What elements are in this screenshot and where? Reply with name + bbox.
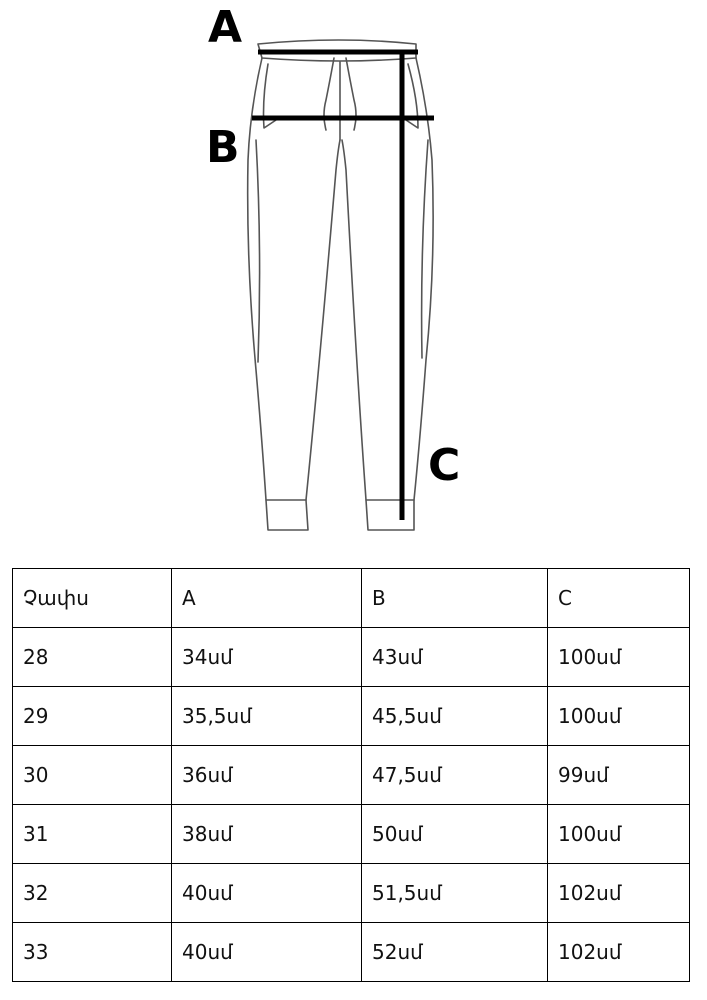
table-cell: 50սմ <box>362 805 548 864</box>
table-cell: 30 <box>13 746 172 805</box>
table-cell: 40սմ <box>172 864 362 923</box>
table-cell: 35,5սմ <box>172 687 362 746</box>
table-cell: 100սմ <box>548 687 690 746</box>
table-cell: 33 <box>13 923 172 982</box>
table-row <box>13 923 690 982</box>
table-cell: 100սմ <box>548 805 690 864</box>
table-cell: 32 <box>13 864 172 923</box>
table-header-row <box>13 569 690 628</box>
table-row <box>13 687 690 746</box>
table-cell: 100սմ <box>548 628 690 687</box>
table-cell: 52սմ <box>362 923 548 982</box>
table-cell: 45,5սմ <box>362 687 548 746</box>
table-row <box>13 805 690 864</box>
measure-label-c: C <box>428 440 461 491</box>
table-cell: 31 <box>13 805 172 864</box>
table-cell: 28 <box>13 628 172 687</box>
table-cell: 102սմ <box>548 923 690 982</box>
header-cell-b: B <box>362 569 548 628</box>
header-cell-size: Չափս <box>13 569 172 628</box>
table-cell: 36սմ <box>172 746 362 805</box>
measure-label-a: A <box>208 2 243 53</box>
table-cell: 38սմ <box>172 805 362 864</box>
size-chart-table <box>12 568 690 982</box>
table-cell: 51,5սմ <box>362 864 548 923</box>
table-row <box>13 746 690 805</box>
table-row <box>13 864 690 923</box>
table-cell: 40սմ <box>172 923 362 982</box>
table-cell: 47,5սմ <box>362 746 548 805</box>
measure-label-b: B <box>206 122 240 173</box>
header-cell-a: A <box>172 569 362 628</box>
table-cell: 43սմ <box>362 628 548 687</box>
table-cell: 99սմ <box>548 746 690 805</box>
header-cell-c: C <box>548 569 690 628</box>
table-cell: 29 <box>13 687 172 746</box>
table-row <box>13 628 690 687</box>
table-cell: 102սմ <box>548 864 690 923</box>
table-cell: 34սմ <box>172 628 362 687</box>
